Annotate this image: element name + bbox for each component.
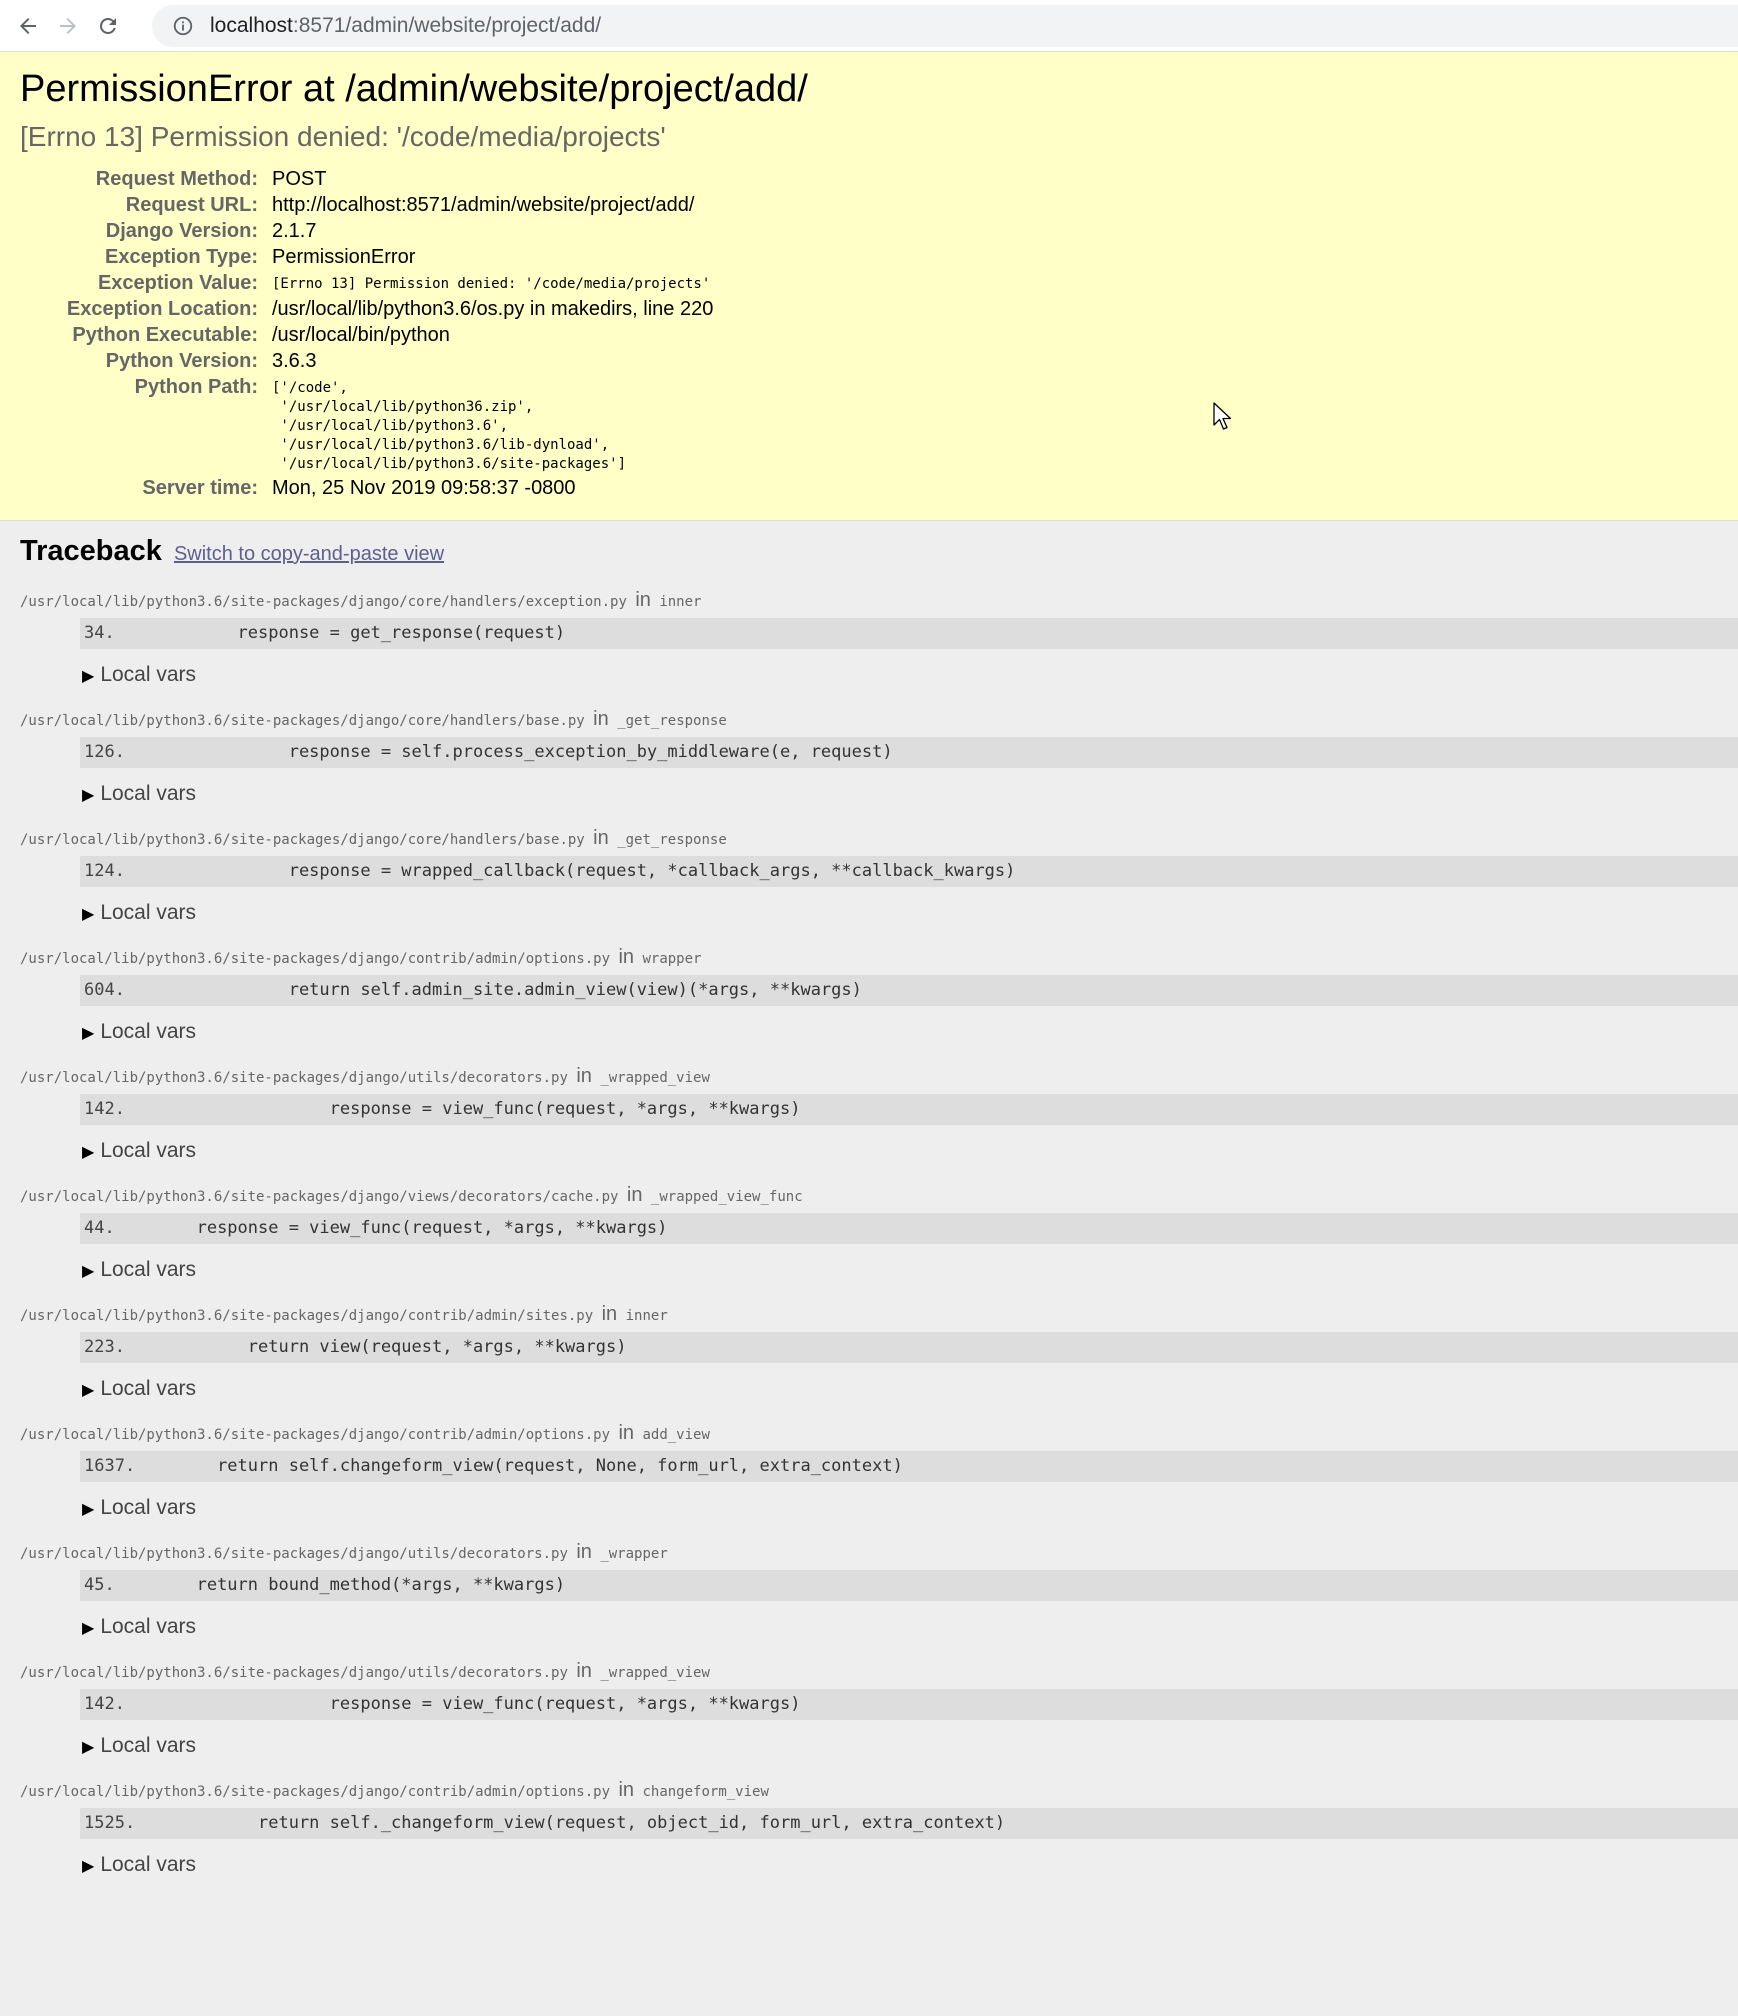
traceback-frame bbox=[20, 705, 1738, 824]
frame-line-number: 126. bbox=[84, 742, 125, 762]
frame-filename: /usr/local/lib/python3.6/site-packages/django/contrib/admin/options.py bbox=[20, 1784, 611, 1800]
meta-row bbox=[20, 323, 713, 349]
meta-value: Mon, 25 Nov 2019 09:58:37 -0800 bbox=[272, 477, 576, 499]
traceback-section bbox=[0, 521, 1738, 1895]
frame-code: return self.changeform_view(request, None, form_url, extra_context) bbox=[135, 1456, 903, 1476]
frame-code: return self._changeform_view(request, object_id, form_url, extra_context) bbox=[135, 1813, 1006, 1833]
frame-line-number: 1637. bbox=[84, 1456, 136, 1476]
frame-context-line[interactable] bbox=[80, 618, 1738, 649]
local-vars-toggle[interactable] bbox=[82, 1363, 1738, 1419]
frame-line-number: 1525. bbox=[84, 1813, 136, 1833]
frame-context-line[interactable] bbox=[80, 1808, 1738, 1839]
traceback-heading bbox=[20, 535, 1738, 568]
expand-triangle-icon: ▶ bbox=[82, 906, 95, 923]
traceback-frame bbox=[20, 586, 1738, 705]
meta-value: /usr/local/lib/python3.6/os.py in makedirs, line 220 bbox=[272, 298, 714, 320]
frame-function: _get_response bbox=[617, 832, 727, 848]
frame-context-line[interactable] bbox=[80, 1094, 1738, 1125]
meta-value: 2.1.7 bbox=[272, 220, 317, 242]
local-vars-label: Local vars bbox=[100, 1258, 197, 1281]
local-vars-label: Local vars bbox=[100, 782, 197, 805]
frame-context-line[interactable] bbox=[80, 856, 1738, 887]
frame-function: _get_response bbox=[617, 713, 727, 729]
traceback-frame bbox=[20, 943, 1738, 1062]
frame-function: inner bbox=[625, 1308, 668, 1324]
local-vars-label: Local vars bbox=[100, 1496, 197, 1519]
frame-header bbox=[20, 1776, 1738, 1804]
traceback-frame bbox=[20, 1657, 1738, 1776]
meta-label: Exception Type: bbox=[105, 246, 258, 268]
local-vars-toggle[interactable] bbox=[82, 1006, 1738, 1062]
expand-triangle-icon: ▶ bbox=[82, 1025, 95, 1042]
frame-filename: /usr/local/lib/python3.6/site-packages/django/contrib/admin/options.py bbox=[20, 951, 611, 967]
expand-triangle-icon: ▶ bbox=[82, 1263, 95, 1280]
frame-code: response = view_func(request, *args, **kwargs) bbox=[124, 1694, 801, 1714]
local-vars-label: Local vars bbox=[100, 1020, 197, 1043]
meta-label: Exception Location: bbox=[66, 298, 258, 320]
expand-triangle-icon: ▶ bbox=[82, 668, 95, 685]
traceback-frame bbox=[20, 1419, 1738, 1538]
local-vars-label: Local vars bbox=[100, 1734, 197, 1757]
local-vars-label: Local vars bbox=[100, 663, 197, 686]
meta-label: Python Executable: bbox=[72, 324, 258, 346]
frame-line-number: 34. bbox=[84, 623, 115, 643]
arrow-right-icon bbox=[56, 14, 80, 38]
frame-context-line[interactable] bbox=[80, 1570, 1738, 1601]
meta-row bbox=[20, 297, 713, 323]
frame-code: return view(request, *args, **kwargs) bbox=[124, 1337, 627, 1357]
local-vars-label: Local vars bbox=[100, 1853, 197, 1876]
frame-in-word: in bbox=[618, 1779, 635, 1801]
frame-in-word: in bbox=[576, 1065, 592, 1087]
reload-button[interactable] bbox=[88, 6, 128, 46]
meta-row bbox=[20, 193, 713, 219]
meta-value: POST bbox=[272, 168, 327, 190]
traceback-frame bbox=[20, 1062, 1738, 1181]
frame-header bbox=[20, 1538, 1738, 1566]
frame-function: inner bbox=[659, 594, 702, 610]
frame-line-number: 604. bbox=[84, 980, 125, 1000]
meta-row bbox=[20, 245, 713, 271]
mouse-cursor-icon bbox=[1213, 402, 1235, 432]
frame-function: _wrapped_view bbox=[600, 1070, 710, 1086]
frame-context-line[interactable] bbox=[80, 737, 1738, 768]
local-vars-label: Local vars bbox=[100, 1377, 197, 1400]
meta-value: PermissionError bbox=[272, 246, 416, 268]
frame-in-word: in bbox=[593, 708, 609, 730]
frame-in-word: in bbox=[576, 1660, 592, 1682]
expand-triangle-icon: ▶ bbox=[82, 787, 95, 804]
frame-in-word: in bbox=[618, 946, 635, 968]
meta-row bbox=[20, 349, 713, 375]
meta-label: Python Path: bbox=[134, 376, 258, 398]
frame-filename: /usr/local/lib/python3.6/site-packages/django/contrib/admin/options.py bbox=[20, 1427, 611, 1443]
meta-row bbox=[20, 476, 713, 502]
local-vars-toggle[interactable] bbox=[82, 1244, 1738, 1300]
address-bar[interactable] bbox=[152, 5, 1738, 47]
meta-row bbox=[20, 271, 713, 297]
meta-value bbox=[272, 375, 713, 476]
expand-triangle-icon: ▶ bbox=[82, 1739, 95, 1756]
frame-in-word: in bbox=[593, 827, 609, 849]
expand-triangle-icon: ▶ bbox=[82, 1858, 95, 1875]
expand-triangle-icon: ▶ bbox=[82, 1501, 95, 1518]
frame-in-word: in bbox=[618, 1422, 635, 1444]
meta-row bbox=[20, 375, 713, 476]
frame-in-word: in bbox=[576, 1541, 592, 1563]
python-path-value: ['/code', '/usr/local/lib/python36.zip', '/usr/local/lib/python3.6', '/usr/local/lib/python3.6/lib-dynload', '/usr/local/lib/python3.6/site-packages'] bbox=[272, 380, 627, 472]
frame-code: response = self.process_exception_by_middleware(e, request) bbox=[124, 742, 893, 762]
local-vars-toggle[interactable] bbox=[82, 1482, 1738, 1538]
frame-filename: /usr/local/lib/python3.6/site-packages/django/utils/decorators.py bbox=[20, 1546, 568, 1562]
frame-header bbox=[20, 1181, 1738, 1209]
frame-filename: /usr/local/lib/python3.6/site-packages/django/views/decorators/cache.py bbox=[20, 1189, 619, 1205]
frame-context-line[interactable] bbox=[80, 1451, 1738, 1482]
traceback-frame bbox=[20, 1776, 1738, 1895]
meta-value: [Errno 13] Permission denied: '/code/media/projects' bbox=[272, 276, 711, 292]
local-vars-toggle[interactable] bbox=[82, 887, 1738, 943]
request-info-table bbox=[20, 167, 713, 502]
frame-context-line[interactable] bbox=[80, 975, 1738, 1006]
frame-function: _wrapped_view_func bbox=[650, 1189, 803, 1205]
frame-filename: /usr/local/lib/python3.6/site-packages/django/core/handlers/base.py bbox=[20, 832, 585, 848]
frame-filename: /usr/local/lib/python3.6/site-packages/django/core/handlers/base.py bbox=[20, 713, 585, 729]
frame-header bbox=[20, 1657, 1738, 1685]
frame-code: response = wrapped_callback(request, *callback_args, **callback_kwargs) bbox=[124, 861, 1016, 881]
frame-context-line[interactable] bbox=[80, 1213, 1738, 1244]
frame-filename: /usr/local/lib/python3.6/site-packages/django/core/handlers/exception.py bbox=[20, 594, 627, 610]
frame-function: changeform_view bbox=[642, 1784, 769, 1800]
meta-row bbox=[20, 219, 713, 245]
frame-code: return bound_method(*args, **kwargs) bbox=[114, 1575, 566, 1595]
meta-label: Request URL: bbox=[125, 194, 258, 216]
frame-line-number: 124. bbox=[84, 861, 125, 881]
traceback-frame bbox=[20, 1538, 1738, 1657]
forward-button[interactable] bbox=[48, 6, 88, 46]
frame-function: _wrapper bbox=[600, 1546, 668, 1562]
frame-header bbox=[20, 586, 1738, 614]
frame-line-number: 142. bbox=[84, 1099, 125, 1119]
page-title: PermissionError at /admin/website/project/add/ bbox=[20, 68, 808, 110]
frame-code: response = get_response(request) bbox=[114, 623, 566, 643]
frame-filename: /usr/local/lib/python3.6/site-packages/django/utils/decorators.py bbox=[20, 1070, 568, 1086]
frame-in-word: in bbox=[601, 1303, 618, 1325]
local-vars-label: Local vars bbox=[100, 901, 197, 924]
error-summary bbox=[0, 52, 1738, 521]
local-vars-toggle[interactable] bbox=[82, 1601, 1738, 1657]
meta-label: Python Version: bbox=[105, 350, 258, 372]
frame-line-number: 142. bbox=[84, 1694, 125, 1714]
frame-header bbox=[20, 824, 1738, 852]
frame-header bbox=[20, 705, 1738, 733]
frame-code: response = view_func(request, *args, **kwargs) bbox=[124, 1099, 801, 1119]
local-vars-toggle[interactable] bbox=[82, 768, 1738, 824]
traceback-frame bbox=[20, 1300, 1738, 1419]
frame-in-word: in bbox=[635, 589, 651, 611]
meta-label: Django Version: bbox=[105, 220, 258, 242]
frame-header bbox=[20, 943, 1738, 971]
frame-function: _wrapped_view bbox=[600, 1665, 710, 1681]
frame-filename: /usr/local/lib/python3.6/site-packages/django/contrib/admin/sites.py bbox=[20, 1308, 594, 1324]
switch-copy-paste-link[interactable]: Switch to copy-and-paste view bbox=[173, 543, 445, 565]
frame-line-number: 223. bbox=[84, 1337, 125, 1357]
expand-triangle-icon: ▶ bbox=[82, 1382, 95, 1399]
meta-label: Server time: bbox=[142, 477, 258, 499]
frame-code: response = view_func(request, *args, **kwargs) bbox=[114, 1218, 668, 1238]
traceback-frame bbox=[20, 1181, 1738, 1300]
local-vars-label: Local vars bbox=[100, 1139, 197, 1162]
frame-context-line[interactable] bbox=[80, 1689, 1738, 1720]
info-icon[interactable] bbox=[172, 15, 194, 37]
frame-header bbox=[20, 1300, 1738, 1328]
frame-header bbox=[20, 1419, 1738, 1447]
frame-list bbox=[20, 586, 1738, 1895]
local-vars-label: Local vars bbox=[100, 1615, 197, 1638]
meta-value: http://localhost:8571/admin/website/project/add/ bbox=[272, 194, 695, 216]
frame-header bbox=[20, 1062, 1738, 1090]
frame-function: wrapper bbox=[642, 951, 702, 967]
exception-message: [Errno 13] Permission denied: '/code/media/projects' bbox=[20, 121, 666, 152]
url-host: localhost bbox=[210, 14, 293, 37]
back-button[interactable] bbox=[8, 6, 48, 46]
expand-triangle-icon: ▶ bbox=[82, 1620, 95, 1637]
traceback-title: Traceback bbox=[20, 535, 162, 567]
url-path: :8571/admin/website/project/add/ bbox=[292, 14, 602, 37]
frame-code: return self.admin_site.admin_view(view)(*args, **kwargs) bbox=[124, 980, 862, 1000]
frame-line-number: 45. bbox=[84, 1575, 115, 1595]
expand-triangle-icon: ▶ bbox=[82, 1144, 95, 1161]
frame-context-line[interactable] bbox=[80, 1332, 1738, 1363]
reload-icon bbox=[96, 14, 120, 38]
frame-in-word: in bbox=[626, 1184, 643, 1206]
meta-label: Request Method: bbox=[95, 168, 258, 190]
meta-value: /usr/local/bin/python bbox=[272, 324, 450, 346]
frame-function: add_view bbox=[642, 1427, 710, 1443]
local-vars-toggle[interactable] bbox=[82, 1125, 1738, 1181]
local-vars-toggle[interactable] bbox=[82, 649, 1738, 705]
traceback-frame bbox=[20, 824, 1738, 943]
local-vars-toggle[interactable] bbox=[82, 1839, 1738, 1895]
local-vars-toggle[interactable] bbox=[82, 1720, 1738, 1776]
frame-line-number: 44. bbox=[84, 1218, 115, 1238]
meta-row bbox=[20, 167, 713, 193]
browser-toolbar bbox=[0, 0, 1738, 52]
arrow-left-icon bbox=[16, 14, 40, 38]
meta-value: 3.6.3 bbox=[272, 350, 317, 372]
frame-filename: /usr/local/lib/python3.6/site-packages/django/utils/decorators.py bbox=[20, 1665, 568, 1681]
meta-label: Exception Value: bbox=[97, 272, 258, 294]
